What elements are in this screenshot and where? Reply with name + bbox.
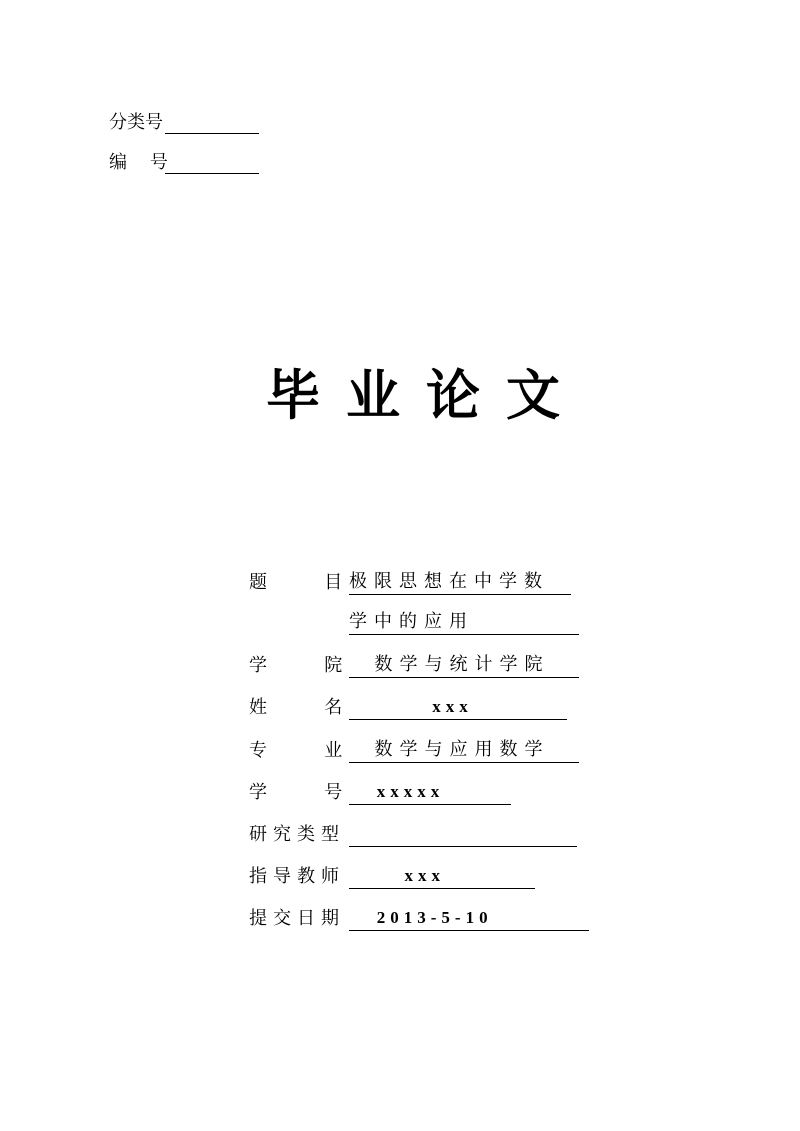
advisor-label: 指导教师	[249, 866, 345, 887]
topic-value-line2: 学中的应用	[349, 610, 579, 635]
submission-date-value: 2013-5-10	[349, 906, 589, 931]
college-row	[249, 648, 579, 678]
classification-number-label: 分类号	[109, 112, 163, 133]
name-row	[249, 690, 567, 720]
advisor-row	[249, 859, 547, 889]
research-type-row	[249, 817, 577, 847]
name-value: xxx	[349, 695, 567, 720]
submission-date-row	[249, 901, 589, 931]
topic-label: 题 目	[249, 572, 343, 593]
advisor-value: xxx	[349, 864, 535, 889]
topic-row	[249, 565, 575, 595]
research-type-value	[349, 822, 577, 847]
submission-date-label: 提交日期	[249, 908, 345, 929]
student-id-value: xxxxx	[349, 780, 511, 805]
topic-continuation-row	[349, 605, 589, 635]
student-id-label: 学 号	[249, 782, 343, 803]
document-title: 毕业论文	[266, 363, 586, 427]
name-label: 姓 名	[249, 697, 343, 718]
research-type-label: 研究类型	[249, 824, 345, 845]
major-row	[249, 733, 579, 763]
topic-value-line1: 极限思想在中学数	[349, 570, 571, 595]
major-label: 专 业	[249, 740, 343, 761]
serial-number-label: 编 号	[109, 152, 168, 173]
major-value: 数学与应用数学	[349, 738, 579, 763]
classification-number-field	[109, 108, 259, 134]
college-label: 学 院	[249, 655, 343, 676]
classification-number-blank	[165, 113, 259, 134]
student-id-row	[249, 775, 519, 805]
serial-number-field	[109, 148, 259, 174]
college-value: 数学与统计学院	[349, 653, 579, 678]
serial-number-blank	[165, 153, 259, 174]
